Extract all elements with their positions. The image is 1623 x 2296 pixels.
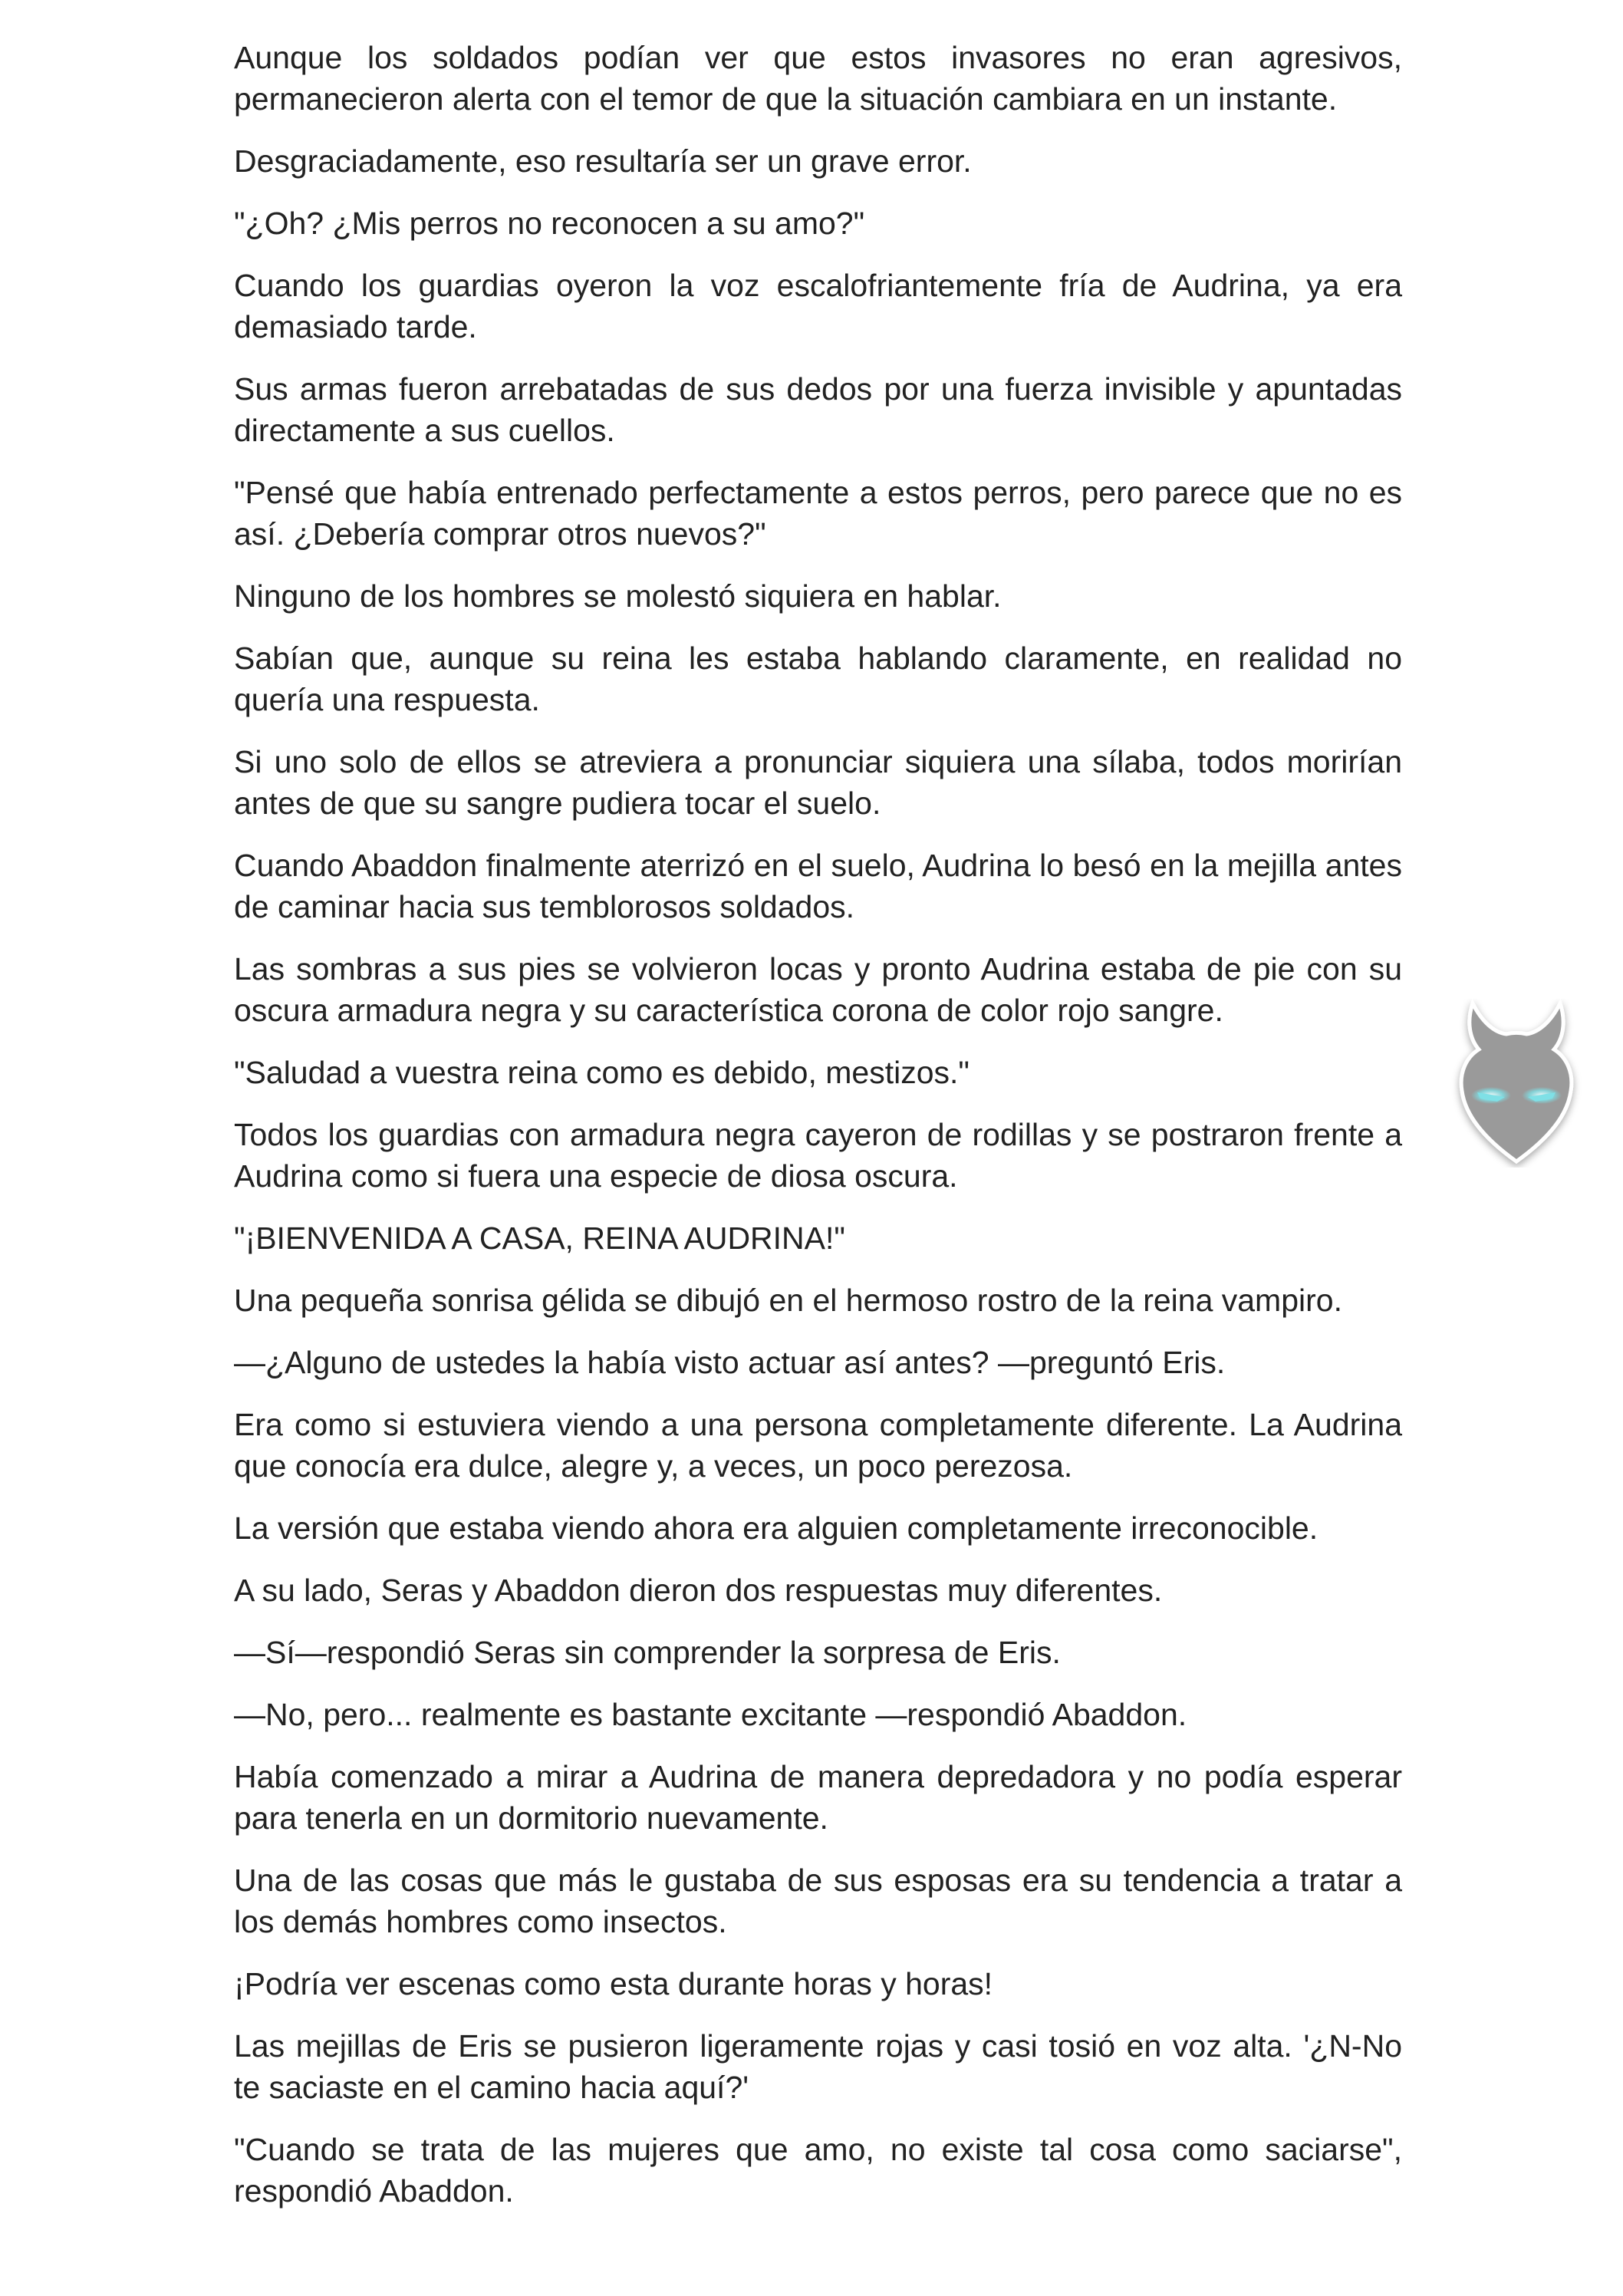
paragraph: Sus armas fueron arrebatadas de sus dedos por una fuerza invisible y apuntadas directamente a sus cuellos. — [234, 371, 1402, 448]
paragraph: Si uno solo de ellos se atreviera a pronunciar siquiera una sílaba, todos morirían antes de que su sangre pudiera tocar el suelo. — [234, 744, 1402, 821]
demon-head-icon — [1444, 999, 1589, 1168]
paragraph: "Cuando se trata de las mujeres que amo, no existe tal cosa como saciarse", respondió Abaddon. — [234, 2132, 1402, 2209]
paragraph: Desgraciadamente, eso resultaría ser un grave error. — [234, 143, 972, 179]
paragraph: ¡Podría ver escenas como esta durante horas y horas! — [234, 1966, 993, 2001]
text-column — [234, 37, 1402, 2232]
paragraph: Aunque los soldados podían ver que estos invasores no eran agresivos, permanecieron alerta con el temor de que la situación cambiara en un instante. — [234, 40, 1402, 117]
paragraph: A su lado, Seras y Abaddon dieron dos respuestas muy diferentes. — [234, 1573, 1163, 1608]
paragraph: "Pensé que había entrenado perfectamente a estos perros, pero parece que no es así. ¿Debería comprar otros nuevos?" — [234, 475, 1402, 552]
paragraph: Ninguno de los hombres se molestó siquiera en hablar. — [234, 578, 1002, 614]
paragraph: La versión que estaba viendo ahora era alguien completamente irreconocible. — [234, 1510, 1318, 1546]
paragraph: Sabían que, aunque su reina les estaba hablando claramente, en realidad no quería una respuesta. — [234, 641, 1402, 717]
demon-head-shape — [1461, 1003, 1572, 1161]
paragraph: Todos los guardias con armadura negra cayeron de rodillas y se postraron frente a Audrina como si fuera una especie de diosa oscura. — [234, 1117, 1402, 1194]
paragraph: Había comenzado a mirar a Audrina de manera depredadora y no podía esperar para tenerla en un dormitorio nuevamente. — [234, 1759, 1402, 1836]
paragraph: Una de las cosas que más le gustaba de sus esposas era su tendencia a tratar a los demás hombres como insectos. — [234, 1863, 1402, 1939]
paragraph: —¿Alguno de ustedes la había visto actuar así antes? —preguntó Eris. — [234, 1345, 1226, 1380]
paragraph: Las mejillas de Eris se pusieron ligeramente rojas y casi tosió en voz alta. '¿N-No te saciaste en el camino hacia aquí?' — [234, 2028, 1402, 2105]
paragraph: "¡BIENVENIDA A CASA, REINA AUDRINA!" — [234, 1220, 845, 1256]
paragraph: Era como si estuviera viendo a una persona completamente diferente. La Audrina que conocía era dulce, alegre y, a veces, un poco perezosa. — [234, 1407, 1402, 1484]
paragraph: "¿Oh? ¿Mis perros no reconocen a su amo?" — [234, 206, 865, 241]
paragraph: Cuando Abaddon finalmente aterrizó en el suelo, Audrina lo besó en la mejilla antes de caminar hacia sus temblorosos soldados. — [234, 848, 1402, 924]
paragraph: —Sí—respondió Seras sin comprender la sorpresa de Eris. — [234, 1635, 1061, 1670]
paragraph: "Saludad a vuestra reina como es debido, mestizos." — [234, 1055, 970, 1090]
paragraph: Cuando los guardias oyeron la voz escalofriantemente fría de Audrina, ya era demasiado tarde. — [234, 268, 1402, 344]
paragraph: —No, pero... realmente es bastante excitante —respondió Abaddon. — [234, 1697, 1187, 1732]
paragraph: Una pequeña sonrisa gélida se dibujó en el hermoso rostro de la reina vampiro. — [234, 1283, 1342, 1318]
paragraph: Las sombras a sus pies se volvieron locas y pronto Audrina estaba de pie con su oscura armadura negra y su característica corona de color rojo sangre. — [234, 951, 1402, 1028]
